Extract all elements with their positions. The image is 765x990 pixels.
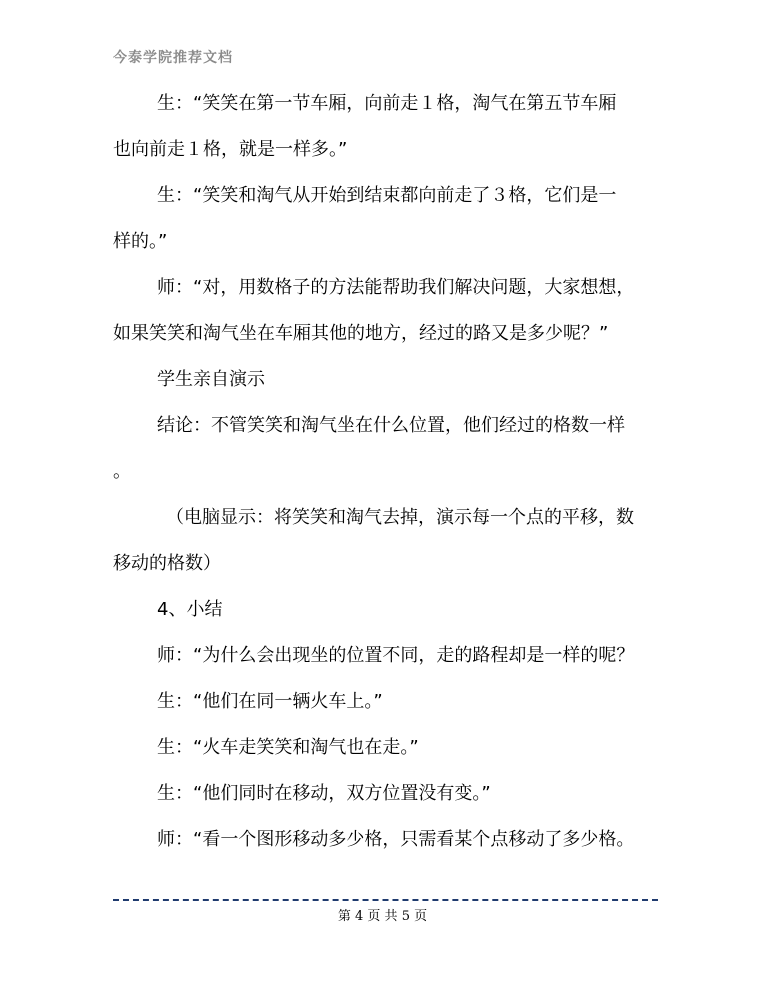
document-header: 今泰学院推荐文档 xyxy=(113,50,233,66)
paragraph-line: 也向前走１格，就是一样多。” xyxy=(113,139,348,160)
paragraph-line: 师：“看一个图形移动多少格，只需看某个点移动了多少格。 xyxy=(157,829,635,850)
paragraph-line: 师：“对，用数格子的方法能帮助我们解决问题，大家想想， xyxy=(157,277,635,298)
paragraph-line: 学生亲自演示 xyxy=(157,369,265,390)
paragraph-line: 如果笑笑和淘气坐在车厢其他的地方，经过的路又是多少呢？” xyxy=(113,323,609,344)
paragraph-line: 。 xyxy=(113,461,131,482)
paragraph-line: 生：“火车走笑笑和淘气也在走。” xyxy=(157,737,419,758)
footer-divider xyxy=(113,899,658,901)
paragraph-line: 结论：不管笑笑和淘气坐在什么位置，他们经过的格数一样 xyxy=(157,415,625,436)
page-number: 第 4 页 共 5 页 xyxy=(337,909,428,924)
paragraph-line: 生：“他们同时在移动，双方位置没有变。” xyxy=(157,783,491,804)
paragraph-line: 生：“笑笑和淘气从开始到结束都向前走了３格，它们是一 xyxy=(157,185,617,206)
paragraph-line: 样的。” xyxy=(113,231,168,252)
document-body xyxy=(113,92,658,874)
paragraph-line: 师：“为什么会出现坐的位置不同，走的路程却是一样的呢？ xyxy=(157,645,635,666)
section-heading: 4、小结 xyxy=(157,599,223,620)
paragraph-line: 生：“笑笑在第一节车厢，向前走１格，淘气在第五节车厢 xyxy=(157,93,617,114)
paragraph-line: 生：“他们在同一辆火车上。” xyxy=(157,691,383,712)
paragraph-line: （电脑显示：将笑笑和淘气去掉，演示每一个点的平移，数 xyxy=(166,507,634,528)
paragraph-line: 移动的格数） xyxy=(113,553,221,574)
